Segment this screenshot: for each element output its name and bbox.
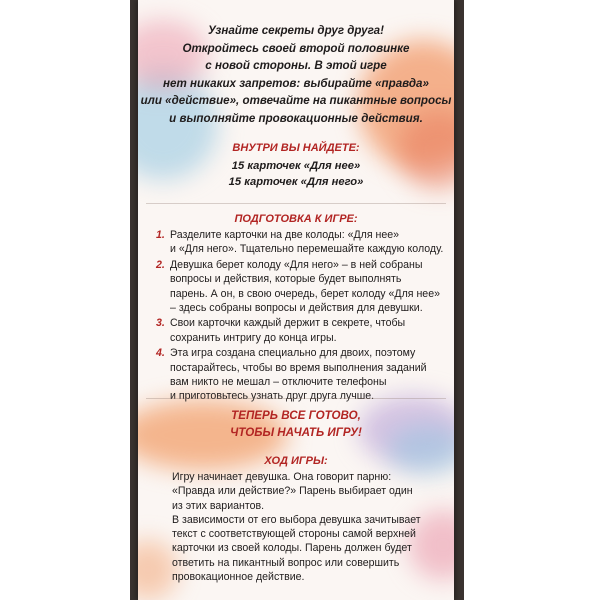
intro-line: с новой стороны. В этой игре — [205, 59, 387, 73]
intro-line: нет никаких запретов: выбирайте «правда» — [163, 76, 429, 90]
course-paragraph — [172, 513, 442, 584]
step-line: Разделите карточки на две колоды: «Для нее» — [170, 229, 400, 241]
step-line: вопросы и действия, которые будет выполнять — [170, 273, 402, 286]
step-line: вам никто не мешал – отключите телефоны — [170, 376, 387, 389]
course-line: текст с соответствующей стороны самой верхней — [172, 528, 416, 541]
ready-line: ЧТОБЫ НАЧАТЬ ИГРУ! — [230, 426, 362, 439]
preparation-steps — [156, 228, 446, 405]
step-item — [156, 316, 446, 345]
course-line: Игру начинает девушка. Она говорит парню: — [172, 471, 392, 483]
step-line: и «Для него». Тщательно перемешайте каждую колоду. — [170, 243, 444, 256]
ready-heading — [138, 407, 454, 441]
intro-line: Откройтесь своей второй половинке — [182, 41, 410, 55]
step-line: Свои карточки каждый держит в секрете, чтобы — [170, 317, 406, 330]
step-line: – здесь собраны вопросы и действия для девушки. — [170, 302, 423, 315]
step-line: постарайтесь, чтобы во время выполнения заданий — [170, 361, 427, 374]
card-shadow-left — [130, 0, 138, 600]
course-paragraph — [172, 470, 442, 513]
intro-line: и выполняйте провокационные действия. — [169, 111, 423, 125]
course-line: «Правда или действие?» Парень выбирает один — [172, 485, 413, 498]
inside-items — [138, 158, 454, 190]
fold-line — [146, 398, 446, 399]
intro-text — [138, 22, 454, 128]
step-item — [156, 228, 446, 257]
ready-line: ТЕПЕРЬ ВСЕ ГОТОВО, — [231, 409, 361, 422]
course-line: карточки из своей колоды. Парень должен будет — [172, 542, 412, 555]
step-number: 3. — [156, 317, 165, 330]
instruction-card — [138, 0, 454, 600]
course-line: провокационное действие. — [172, 571, 305, 584]
inside-item: 15 карточек «Для нее» — [231, 160, 361, 172]
course-line: из этих вариантов. — [172, 499, 265, 512]
intro-line: или «действие», отвечайте на пикантные вопросы — [140, 94, 452, 108]
step-number: 4. — [156, 347, 165, 360]
fold-line — [146, 203, 446, 204]
inside-title: ВНУТРИ ВЫ НАЙДЕТЕ: — [232, 142, 360, 154]
course-line: ответить на пикантный вопрос или совершить — [172, 556, 400, 569]
step-line: Девушка берет колоду «Для него» – в ней собраны — [170, 258, 423, 271]
step-item — [156, 346, 446, 404]
step-line: парень. А он, в свою очередь, берет колоду «Для нее» — [170, 287, 440, 300]
step-line: Эта игра создана специально для двоих, поэтому — [170, 347, 416, 360]
card-shadow-right — [454, 0, 464, 600]
step-number: 1. — [156, 229, 165, 241]
step-line: сохранить интригу до конца игры. — [170, 331, 337, 344]
step-line: и приготовьтесь узнать друг друга лучше. — [170, 390, 375, 403]
course-text — [172, 470, 442, 584]
course-title: ХОД ИГРЫ: — [264, 455, 328, 467]
preparation-title: ПОДГОТОВКА К ИГРЕ: — [234, 213, 358, 225]
inside-item: 15 карточек «Для него» — [228, 176, 364, 188]
course-line: В зависимости от его выбора девушка зачитывает — [172, 513, 421, 526]
step-item — [156, 258, 446, 316]
intro-line: Узнайте секреты друг друга! — [208, 24, 384, 37]
step-number: 2. — [156, 258, 165, 271]
